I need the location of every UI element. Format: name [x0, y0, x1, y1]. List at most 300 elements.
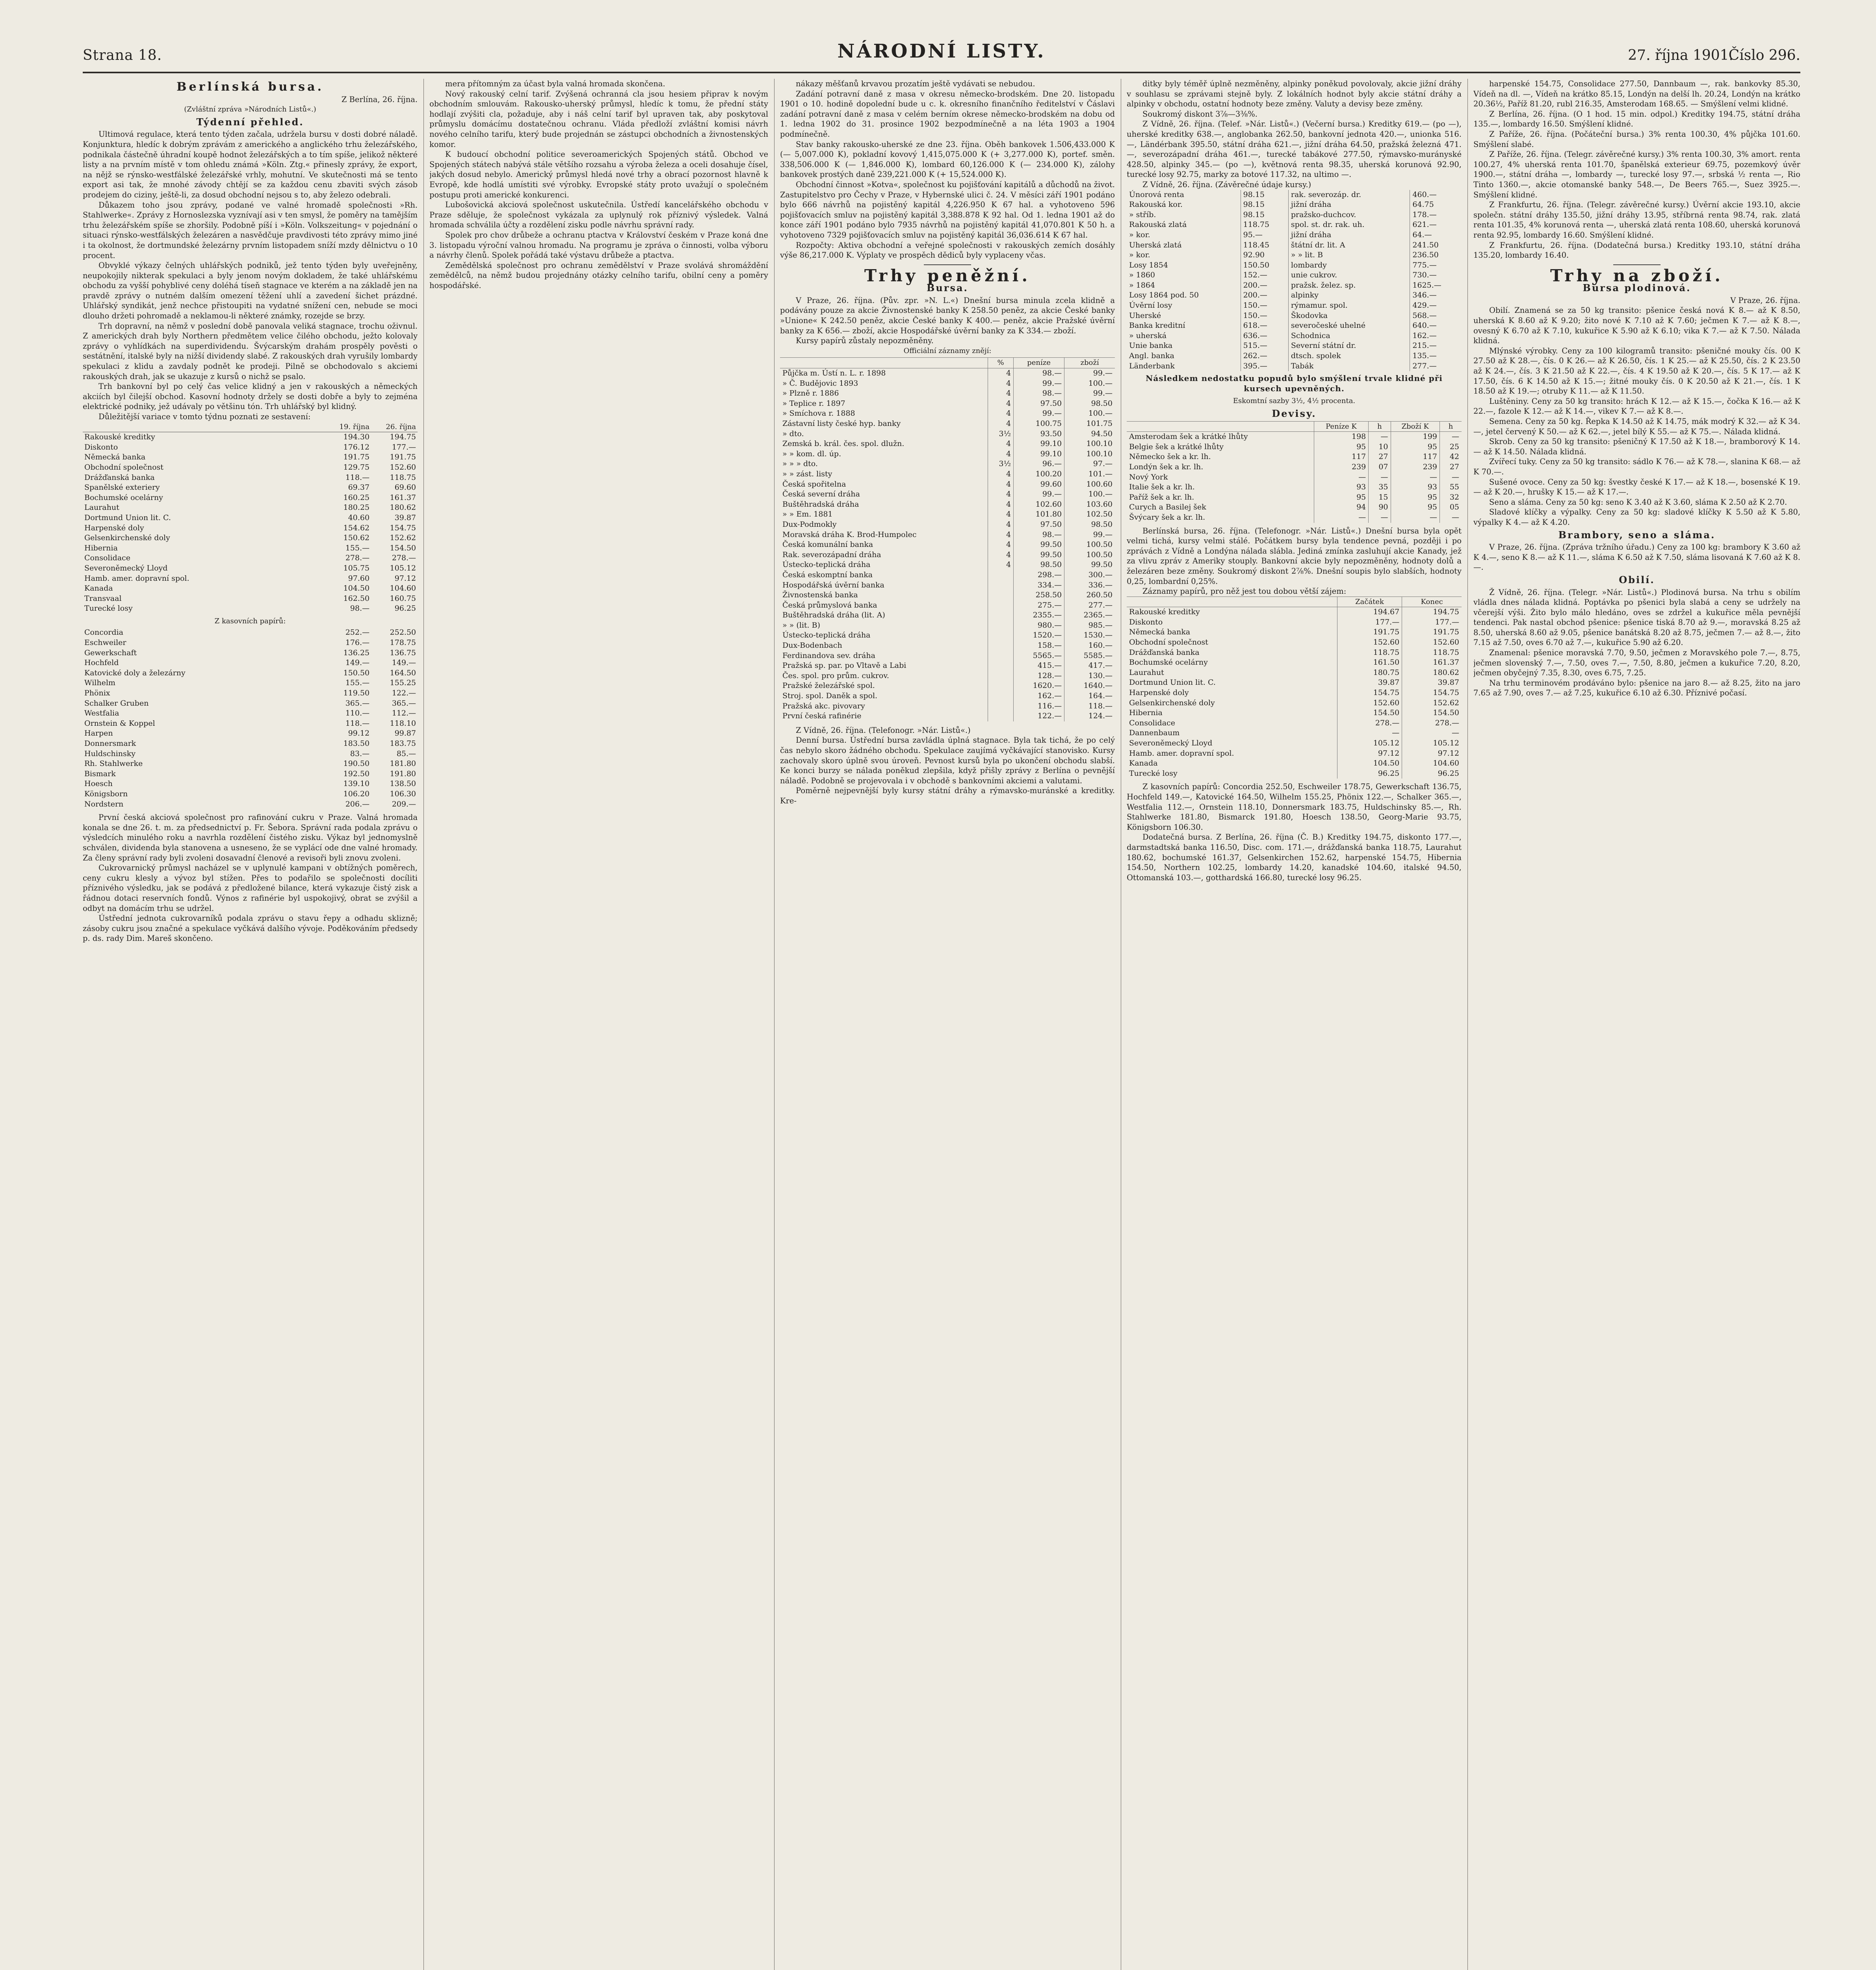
- table-cell: 97.60: [348, 574, 370, 583]
- table-cell: 152.60: [1402, 637, 1462, 648]
- table-cell: 99.—: [1014, 489, 1064, 500]
- table-row: [780, 661, 1115, 671]
- table-cell: 105.12: [1402, 738, 1462, 749]
- table-cell: 150.50: [343, 668, 370, 677]
- table-cell: » Smíchova r. 1888: [782, 409, 855, 418]
- table-row: [83, 523, 418, 533]
- masthead-rule: [83, 72, 1800, 73]
- table-cell: pražsko-duchcov.: [1288, 210, 1410, 220]
- paragraph: Trh bankovní byl po celý čas velice klidný a jen v rakouských a německých akciích byl čilejší obchod. Kasovní hodnoty držely se dosti dobře a byly to zejména elektrické podniky, jež udávaly po většinu tón. Trh uhlářský byl klidný.: [83, 382, 418, 411]
- table-cell: 118.10: [390, 719, 416, 728]
- table-cell: 97.12: [394, 574, 416, 583]
- table-cell: Banka kreditní: [1129, 321, 1185, 330]
- table-cell: Hamb. amer. dopravní spol.: [1129, 749, 1234, 758]
- table-cell: 180.62: [390, 503, 416, 512]
- table-cell: 96.—: [1014, 459, 1064, 469]
- table-cell: [988, 600, 1014, 611]
- table-cell: 155.—: [345, 678, 370, 688]
- table-cell: Zástavní listy české hyp. banky: [782, 419, 901, 428]
- table-cell: Belgie šek a krátké lhůty: [1129, 442, 1224, 451]
- table-cell: 100.—: [1064, 489, 1115, 500]
- paragraph: Obchodní činnost »Kotva«, společnost ku pojišťování kapitálů a důchodů na život. Zastupitelstvo pro Čechy v Praze, v Hybernské ulici č. 24. V měsíci září 1901 podáno bylo 666 návrhů na pojistěný kapitál 4,226.950 K 67 hal. a vyhotoveno 596 pojišťovacích smluv na pojistěný kapitál 3,388.878 K 92 hal. Od 1. ledna 1901 až do konce září 1901 podáno bylo 7935 návrhů na pojistěný kapitál 41,070.801 K 50 h. a vyhotoveno 7329 pojišťovacích smluv na pojistěný kapitál 36,036.614 K 67 hal.: [780, 180, 1115, 240]
- table-row: [83, 638, 418, 648]
- table-row: [780, 379, 1115, 389]
- table-cell: 99.10: [1014, 449, 1064, 459]
- article-body: [780, 725, 1115, 806]
- table-row: [1127, 728, 1462, 738]
- table-cell: 94: [1314, 502, 1369, 513]
- table-cell: 258.50: [1014, 590, 1064, 600]
- table-cell: 102.60: [1014, 500, 1064, 510]
- table-row: [83, 563, 418, 574]
- table-cell: Buštěhradská dráha (lit. A): [782, 611, 885, 620]
- table-cell: » Plzně r. 1886: [782, 389, 839, 398]
- table-cell: 100.10: [1064, 449, 1115, 459]
- table-cell: 93: [1391, 482, 1440, 492]
- table-cell: 64.—: [1410, 230, 1462, 240]
- table-cell: Česká průmyslová banka: [782, 600, 877, 610]
- table-cell: 278.—: [345, 554, 370, 563]
- table-cell: Dannenbaum: [1129, 729, 1180, 738]
- table-cell: štátní dr. lit. A: [1288, 240, 1410, 251]
- table-row: [83, 473, 418, 483]
- table-row: [1127, 281, 1462, 291]
- table-row: [780, 439, 1115, 449]
- table-cell: 27: [1440, 462, 1462, 472]
- table-cell: 124.—: [1064, 711, 1115, 721]
- table-cell: 178.—: [1410, 210, 1462, 220]
- table-cell: Německá banka: [1129, 628, 1191, 637]
- table-cell: 98.—: [350, 604, 370, 613]
- table-cell: 1530.—: [1064, 630, 1115, 641]
- article-body: [429, 79, 768, 290]
- table-cell: Laurahut: [84, 503, 119, 512]
- table-cell: Angl. banka: [1129, 351, 1174, 361]
- table-cell: —: [1314, 472, 1369, 483]
- paragraph: nákazy měšťanů krvavou prozatím ještě vydávati se nebudou.: [796, 79, 1035, 88]
- table-cell: 94.50: [1064, 429, 1115, 439]
- table-cell: spol. st. dr. rak. uh.: [1288, 220, 1410, 230]
- table-row: [1127, 769, 1462, 779]
- paragraph: Cukrovarnický průmysl nacházel se v uplynulé kampani v obtížných poměrech, ceny cukru klesly a vývoz byl stížen. Přes to podařilo se společnosti docíliti příznivého výsledku, jak se podává z předložené bilance, která vykazuje čistý zisk a řádnou dotaci reservních fondů. Výnos z rafinérie byl uspokojivý, obrat se zvýšil a odbyt na domácím trhu se udržel.: [83, 863, 418, 913]
- table-cell: 152.62: [390, 533, 416, 543]
- devizy-table: [1127, 421, 1462, 523]
- table-row: [1127, 502, 1462, 513]
- table-cell: Únorová renta: [1129, 190, 1184, 199]
- table-cell: jižní dráha: [1288, 230, 1410, 240]
- table-cell: 05: [1440, 502, 1462, 513]
- table-row: [83, 688, 418, 699]
- article-subheading: Týdenní přehled.: [196, 116, 304, 128]
- table-cell: 128.—: [1014, 671, 1064, 681]
- table-row: [780, 600, 1115, 611]
- table-cell: Německo šek a kr. lh.: [1129, 452, 1211, 461]
- table-row: [1127, 637, 1462, 648]
- table-cell: 191.75: [1402, 627, 1462, 637]
- table-cell: 4: [988, 419, 1014, 429]
- table-cell: Švýcary šek a kr. lh.: [1129, 513, 1205, 522]
- table-cell: 95: [1391, 502, 1440, 513]
- table-cell: Curych a Basilej šek: [1129, 503, 1206, 512]
- column-header: [1127, 421, 1314, 432]
- table-cell: —: [1402, 728, 1462, 738]
- table-row: [780, 368, 1115, 379]
- table-cell: [988, 671, 1014, 681]
- table-subtitle: Z kasovních papírů:: [214, 617, 286, 625]
- table-cell: 83.—: [350, 749, 370, 758]
- paragraph: Semena. Ceny za 50 kg. Řepka K 14.50 až K 14.75, mák modrý K 32.— až K 34.—, jetel červený K 50.— až K 62.—, jetel bílý K 55.— až K 75.—. Nálada klidná.: [1473, 417, 1800, 436]
- table-cell: 162.—: [1410, 331, 1462, 341]
- table-row: [83, 604, 418, 614]
- table-cell: 129.75: [343, 463, 370, 472]
- table-row: [83, 543, 418, 554]
- paragraph: Spolek pro chov drůbeže a ochranu ptactva v Království českém v Praze koná dne 3. listopadu výroční valnou hromadu. Na programu je zpráva o činnosti, volba výboru a návrhy členů. Spolek pořádá také výstavu drůbeže a ptactva.: [429, 230, 768, 260]
- table-cell: 39.87: [1402, 678, 1462, 688]
- paragraph: K budoucí obchodní politice severoamerických Spojených států. Obchod ve Spojených státech nabývá stále většího rozsahu a výroba železa a oceli dosahuje čísel, jakých dosud nebylo. Americký průmysl hledá nové trhy a obrací pozornost hlavně k Evropě, kde hodlá umístiti své výrobky. Evropské státy proto uvažují o společném postupu proti americké konkurenci.: [429, 150, 768, 199]
- paragraph: mera přítomným za účast byla valná hromada skončena.: [445, 79, 665, 88]
- table-cell: 180.25: [343, 503, 370, 512]
- paragraph: Trh dopravní, na němž v poslední době panovala veliká stagnace, trochu oživnul. Z amerických drah byly Northern předmětem velice čilého obchodu, ježto kolovaly zprávy o vyhlídkách na superdividendu. Švýcarským drahám prospěly pověsti o sestátnění, italské byly na nižší dividendy slabé. Z rakouských drah vyrušily lombardy spekulaci z klidu a zavdaly podnět ke prodeji. Pilně se obchodovalo s akciemi rakouských drah, jak se ukazuje z kursů o nichž se psalo.: [83, 321, 418, 381]
- table-cell: Rh. Stahlwerke: [84, 759, 143, 768]
- table-row: [1127, 627, 1462, 637]
- article-body: [1473, 542, 1800, 572]
- table-row: [1127, 311, 1462, 321]
- table-cell: —: [1369, 432, 1391, 442]
- subsection-heading: Bursa.: [927, 282, 968, 294]
- table-row: [1127, 230, 1462, 240]
- table-cell: 95.—: [1241, 230, 1288, 240]
- table-cell: Obchodní společnost: [1129, 638, 1208, 647]
- paragraph: Soukromý diskont 3⅞—3⅜%.: [1142, 109, 1257, 119]
- table-cell: 150.50: [1241, 260, 1288, 271]
- table-cell: 4: [988, 368, 1014, 379]
- table-cell: 180.62: [1402, 668, 1462, 678]
- table-row: [780, 570, 1115, 580]
- table-cell: 278.—: [392, 554, 416, 563]
- table-cell: Losy 1854: [1129, 260, 1168, 269]
- table-cell: 4: [988, 550, 1014, 560]
- table-cell: 1620.—: [1014, 681, 1064, 691]
- table-cell: Huldschinsky: [84, 749, 136, 758]
- table-row: [1127, 749, 1462, 759]
- table-cell: 181.80: [390, 759, 416, 768]
- table-row: [780, 520, 1115, 530]
- table-row: [83, 452, 418, 463]
- table-cell: Německá banka: [84, 453, 146, 462]
- paragraph: První česká akciová společnost pro rafinování cukru v Praze. Valná hromada konala se dne 26. t. m. za předsednictví p. Fr. Šebora. Správní rada podala zprávu o výsledcích minulého roku a navrhla rozdělení čistého zisku. Výkaz byl jednomyslně schválen, dividenda byla stanovena a usneseno, že se vyplácí ode dne valné hromady. Za členy správní rady byli zvoleni dosavadní členové a revisoři byli znovu zvoleni.: [83, 813, 418, 862]
- paragraph: Důležitější variace v tomto týdnu poznati ze sestavení:: [98, 412, 311, 421]
- table-cell: 118.45: [1241, 240, 1288, 251]
- table-cell: 154.75: [1402, 688, 1462, 698]
- table-cell: 106.20: [343, 789, 370, 798]
- table-cell: 177.—: [392, 442, 416, 452]
- table-cell: 99.87: [394, 729, 416, 738]
- table-row: [83, 648, 418, 658]
- table-cell: Nordstern: [84, 799, 124, 808]
- paragraph: Záznamy papírů, pro něž jest tou dobou větší zájem:: [1142, 587, 1347, 596]
- table-row: [83, 432, 418, 442]
- table-cell: 194.75: [1402, 607, 1462, 617]
- table-cell: » » kom. dl. úp.: [782, 449, 841, 458]
- table-cell: —: [1337, 728, 1402, 738]
- table-cell: Eschweiler: [84, 638, 126, 647]
- table-cell: [988, 630, 1014, 641]
- table-cell: 98.50: [1014, 560, 1064, 570]
- table-cell: 139.10: [343, 779, 370, 788]
- table-cell: 154.75: [390, 523, 416, 532]
- table-cell: 160.25: [343, 493, 370, 502]
- table-cell: 152.—: [1241, 270, 1288, 281]
- table-cell: » kor.: [1129, 251, 1150, 260]
- table-row: [780, 681, 1115, 691]
- table-cell: 39.87: [1337, 678, 1402, 688]
- masthead: [83, 40, 1800, 72]
- table-cell: 101.75: [1064, 419, 1115, 429]
- table-cell: 176.12: [343, 442, 370, 452]
- table-cell: jižní dráha: [1288, 200, 1410, 210]
- table-cell: 101.—: [1064, 469, 1115, 479]
- table-cell: 636.—: [1241, 331, 1288, 341]
- paragraph: Denní bursa. Ústřední bursa zavládla úplná stagnace. Byla tak tichá, že po celý čas nebylo skoro žádného obchodu. Spekulace zaujímá vyčkávající stanovisko. Kursy zachovaly skoro úplně svou úroveň. Pevnost kursů byla po ukončení obchodu slabší. Ke konci burzy se nálada poněkud zlepšila, když přišly zprávy z Berlína o pevnější náladě. Podobně se projevovala i v obchodě s bankovními akciemi a valutami.: [780, 736, 1115, 785]
- official-quotes-table: [780, 357, 1115, 721]
- table-row: [1127, 462, 1462, 472]
- table-cell: 1625.—: [1410, 281, 1462, 291]
- table-row: [1127, 250, 1462, 260]
- table-cell: 112.—: [392, 709, 416, 718]
- table-cell: 4: [988, 530, 1014, 540]
- paragraph: Stav banky rakousko-uherské ze dne 23. října. Oběh bankovek 1.506,433.000 K (— 5,007.000 K), pokladní kovový 1,415,075.000 K (+ 3,277.000 K), portef. směn. 338,506.000 K (— 1,846.000 K), lombard 60,126.000 K (— 234.000 K), zálohy bankovek prostých daně 239,221.000 K (+ 15,524.000 K).: [780, 139, 1115, 179]
- table-cell: Rakouské kreditky: [1129, 608, 1200, 617]
- table-row: [780, 651, 1115, 661]
- table-cell: » 1864: [1129, 281, 1155, 290]
- table-cell: 190.50: [343, 759, 370, 768]
- dateline: V Praze, 26. října.: [1730, 296, 1800, 305]
- table-row: [1127, 607, 1462, 617]
- table-cell: Harpenské doly: [1129, 688, 1189, 697]
- table-row: [1127, 351, 1462, 361]
- table-row: [1127, 492, 1462, 503]
- table-cell: 158.—: [1014, 641, 1064, 651]
- paragraph: Z Vídně, 26. října. (Telefonogr. »Nár. Listů«.): [796, 725, 971, 735]
- table-cell: 4: [988, 409, 1014, 419]
- table-cell: 191.80: [390, 769, 416, 778]
- table-row: [1127, 738, 1462, 749]
- paragraph: Z Paříže, 26. října. (Telegr. závěrečné kursy.) 3% renta 100.30, 3% amort. renta 100.27, 4% uherská renta 101.70, španělská exterieur 69.75, pozemkový úvěr 1900.—, státní dráha —, lombardy —, turecké losy 97.—, srbská ½ renta —, Rio Tinto 1360.—, akcie otomanské banky 548.—, De Beers 765.—, Suez 3925.—. Smýšlení klidné.: [1473, 150, 1800, 199]
- paragraph: Zemědělská společnost pro ochranu zemědělství v Praze svolává shromáždění zemědělců, na němž budou projednány otázky celního tarifu, obilní ceny a poměry hospodářské.: [429, 260, 768, 290]
- table-row: [780, 711, 1115, 721]
- table-row: [780, 399, 1115, 409]
- table-cell: 155.25: [390, 678, 416, 688]
- separator: [924, 264, 971, 265]
- table-cell: rýmamur. spol.: [1288, 301, 1410, 311]
- table-cell: 346.—: [1410, 290, 1462, 301]
- column-divider: [423, 79, 424, 1970]
- table-cell: Severoněmecký Lloyd: [1129, 739, 1213, 747]
- table-cell: 105.12: [390, 563, 416, 572]
- table-row: [780, 429, 1115, 439]
- table-cell: 164.—: [1064, 691, 1115, 701]
- table-cell: Rakouské kreditky: [84, 433, 155, 442]
- table-cell: Škodovka: [1288, 311, 1410, 321]
- table-cell: Dux-Podmokly: [782, 520, 837, 529]
- newspaper-title: NÁRODNÍ LISTY.: [837, 40, 1046, 62]
- table-cell: 730.—: [1410, 270, 1462, 281]
- table-row: [780, 691, 1115, 701]
- paragraph: Lubošovická akciová společnost uskutečnila. Ústředí kancelářského obchodu v Praze sděluje, že společnost vykázala za uplynulý rok příznivý výsledek. Valná hromada schválila účty a rozdělení zisku podle návrhu správní rady.: [429, 200, 768, 230]
- table-cell: 95: [1314, 442, 1369, 452]
- devizy-heading: Devisy.: [1272, 408, 1317, 419]
- table-cell: Drážďanská banka: [84, 473, 155, 482]
- paragraph: Kursy papírů zůstaly nepozměněny.: [796, 336, 934, 346]
- table-cell: Hibernia: [1129, 708, 1163, 717]
- discount-rates: Eskomtní sazby 3½, 4½ procenta.: [1233, 397, 1356, 405]
- table-cell: 100.60: [1064, 479, 1115, 490]
- table-row: [1127, 513, 1462, 523]
- table-cell: 4: [988, 489, 1014, 500]
- column-header: [83, 422, 325, 432]
- table-cell: 102.50: [1064, 509, 1115, 520]
- table-cell: 85.—: [396, 749, 416, 758]
- table-cell: » 1860: [1129, 271, 1155, 280]
- column-header: Konec: [1402, 597, 1462, 607]
- table-cell: [988, 590, 1014, 600]
- article-heading: Berlínská bursa.: [176, 80, 324, 94]
- dateline: Z Berlína, 26. října.: [341, 95, 418, 104]
- table-cell: Uherská zlatá: [1129, 240, 1182, 249]
- article-body: [83, 129, 418, 422]
- article-body: [1473, 79, 1800, 260]
- table-cell: 252.50: [390, 628, 416, 637]
- table-cell: 117: [1314, 452, 1369, 462]
- table-cell: Kanada: [1129, 759, 1158, 768]
- table-cell: 122.—: [392, 689, 416, 698]
- table-cell: 277.—: [1064, 600, 1115, 611]
- table-row: [83, 668, 418, 678]
- table-cell: 95: [1391, 492, 1440, 503]
- column-5: [1473, 79, 1800, 1970]
- column-divider: [774, 79, 775, 1970]
- table-row: [83, 799, 418, 810]
- table-row: [1127, 240, 1462, 251]
- table-cell: 99.—: [1064, 368, 1115, 379]
- table-cell: 101.80: [1014, 509, 1064, 520]
- table-cell: 515.—: [1241, 341, 1288, 351]
- table-cell: Uherské: [1129, 311, 1161, 320]
- table-cell: Unie banka: [1129, 341, 1173, 350]
- table-cell: Kanada: [84, 584, 113, 593]
- table-row: [83, 759, 418, 769]
- table-cell: Harpenské doly: [84, 523, 144, 532]
- paragraph: Z Vídně, 26. října. (Telef. »Nár. Listů«.) (Večerní bursa.) Kreditky 619.— (po —), uherské kreditky 638.—, anglobanka 262.50, bankovní jednota 420.—, unionka 516.—, Ländérbank 395.50, státní dráha 621.—, jižní dráha 64.50, pražská železná 471.—, severozápadní dráha 461.—, turecké tabákové 277.50, rýmavsko-murányské 428.50, alpinky 345.— (po —), květnová renta 98.35, uherská korunová 92.90, turecké losy 92.75, marky za botové 117.32, na ultimo —.: [1127, 119, 1462, 179]
- table-cell: 97.50: [1014, 399, 1064, 409]
- table-cell: 152.62: [1402, 698, 1462, 708]
- table-cell: 160.75: [390, 594, 416, 603]
- table-cell: 460.—: [1410, 190, 1462, 200]
- paragraph: Z Frankfurtu, 26. října. (Telegr. závěrečné kursy.) Úvěrní akcie 193.10, akcie společn. státní dráhy 135.50, jižní dráhy 13.95, stříbrná renta 98.74, rak. zlatá renta 101.35, 4% korunová renta —, uherská zlatá renta 108.60, uherská korunová renta 92.95, lombardy 16.60. Smýšlení klidné.: [1473, 200, 1800, 240]
- table-cell: 5585.—: [1064, 651, 1115, 661]
- column-header: 19. října: [325, 422, 371, 432]
- table-row: [780, 540, 1115, 550]
- table-cell: 99.50: [1014, 540, 1064, 550]
- table-cell: » uherská: [1129, 331, 1167, 340]
- table-cell: Ferdinandova sev. dráha: [782, 651, 875, 660]
- table-cell: 119.50: [343, 689, 370, 698]
- source-note: (Zvláštní zpráva »Národních Listů«.): [184, 105, 316, 114]
- column-2: [429, 79, 768, 1970]
- table-cell: 93.50: [1014, 429, 1064, 439]
- table-cell: 104.60: [390, 584, 416, 593]
- table-cell: lombardy: [1288, 260, 1410, 271]
- table-cell: 150.—: [1241, 311, 1288, 321]
- table-row: [780, 449, 1115, 459]
- table-cell: 98.—: [1014, 530, 1064, 540]
- table-cell: 206.—: [345, 799, 370, 808]
- table-row: [83, 442, 418, 453]
- table-row: [1127, 678, 1462, 688]
- table-row: [1127, 708, 1462, 718]
- table-cell: Půjčka m. Ústí n. L. r. 1898: [782, 369, 886, 378]
- table-cell: 35: [1369, 482, 1391, 492]
- table-cell: 97.12: [1337, 749, 1402, 759]
- table-cell: 135.—: [1410, 351, 1462, 361]
- table-cell: 118.75: [1402, 648, 1462, 658]
- table-cell: 183.50: [343, 739, 370, 748]
- table-cell: 162.50: [343, 594, 370, 603]
- table-cell: Česká spořitelna: [782, 479, 846, 489]
- table-cell: 118.75: [390, 473, 416, 482]
- table-cell: 130.—: [1064, 671, 1115, 681]
- table-cell: 105.75: [343, 563, 370, 572]
- table-cell: unie cukrov.: [1288, 270, 1410, 281]
- table-row: [83, 533, 418, 543]
- table-cell: 92.90: [1241, 250, 1288, 260]
- table-cell: 194.30: [343, 433, 370, 442]
- table-cell: 4: [988, 520, 1014, 530]
- paragraph: Znamenal: pšenice moravská 7.70, 9.50, ječmen z Moravského pole 7.—, 8.75, ječmen slovenský 7.—, 7.50, oves 7.—, 7.50, 8.80, ječmen a kukuřice 7.20, 8.20, ječmen obyčejný 7.35, 8.30, oves 6.75, 7.25.: [1473, 648, 1800, 678]
- table-cell: Zemská b. král. čes. spol. dlužn.: [782, 439, 905, 448]
- table-cell: Severoněmecký Lloyd: [84, 563, 168, 572]
- table-cell: Pražské železářské spol.: [782, 681, 875, 690]
- paragraph: Berlínská bursa, 26. října. (Telefonogr. »Nár. Listů«.) Dnešní bursa byla opět velmi tichá, kursy velmi stálé. Počátkem bursy byla tendence pevná, později i po zprávách z Vídně a Londýna nálada slábla. Jediná zmínka zasluhují akcie Kanady, jež za vlivu zpráv z Ameriky stouply. Bankovní akcie byly nepozměněny, hodnoty dolů a železáren beze změny. Soukromý diskont 2⅞%. Dnešní soupis bylo slabších, hodnoty 0,25, lombardní 0,25%.: [1127, 526, 1462, 586]
- table-cell: 4: [988, 379, 1014, 389]
- column-4: [1127, 79, 1462, 1970]
- table-cell: 136.75: [390, 648, 416, 657]
- table-cell: Turecké losy: [1129, 769, 1178, 778]
- table-cell: Česká severní dráha: [782, 490, 860, 499]
- table-cell: 4: [988, 439, 1014, 449]
- table-cell: alpinky: [1288, 290, 1410, 301]
- paragraph: Z Vídně, 26. října. (Závěrečné údaje kursy.): [1142, 180, 1311, 189]
- table-cell: 4: [988, 540, 1014, 550]
- column-header: Peníze K: [1314, 421, 1369, 432]
- table-cell: 152.60: [390, 463, 416, 472]
- paragraph: Z Frankfurtu, 26. října. (Dodatečná bursa.) Kreditky 193.10, státní dráha 135.20, lombardy 16.40.: [1473, 240, 1800, 260]
- column-header: h: [1440, 421, 1462, 432]
- table-row: [1127, 472, 1462, 483]
- table-cell: 99.50: [1014, 550, 1064, 560]
- table-cell: 215.—: [1410, 341, 1462, 351]
- issue-date: 27. října 1901.: [1628, 47, 1733, 63]
- table-row: [780, 419, 1115, 429]
- table-cell: 239: [1314, 462, 1369, 472]
- table-cell: 775.—: [1410, 260, 1462, 271]
- table-row: [1127, 190, 1462, 200]
- table-cell: 200.—: [1241, 290, 1288, 301]
- table-row: [780, 641, 1115, 651]
- table-row: [780, 459, 1115, 469]
- separator: [1613, 264, 1661, 265]
- table-cell: 154.50: [1402, 708, 1462, 718]
